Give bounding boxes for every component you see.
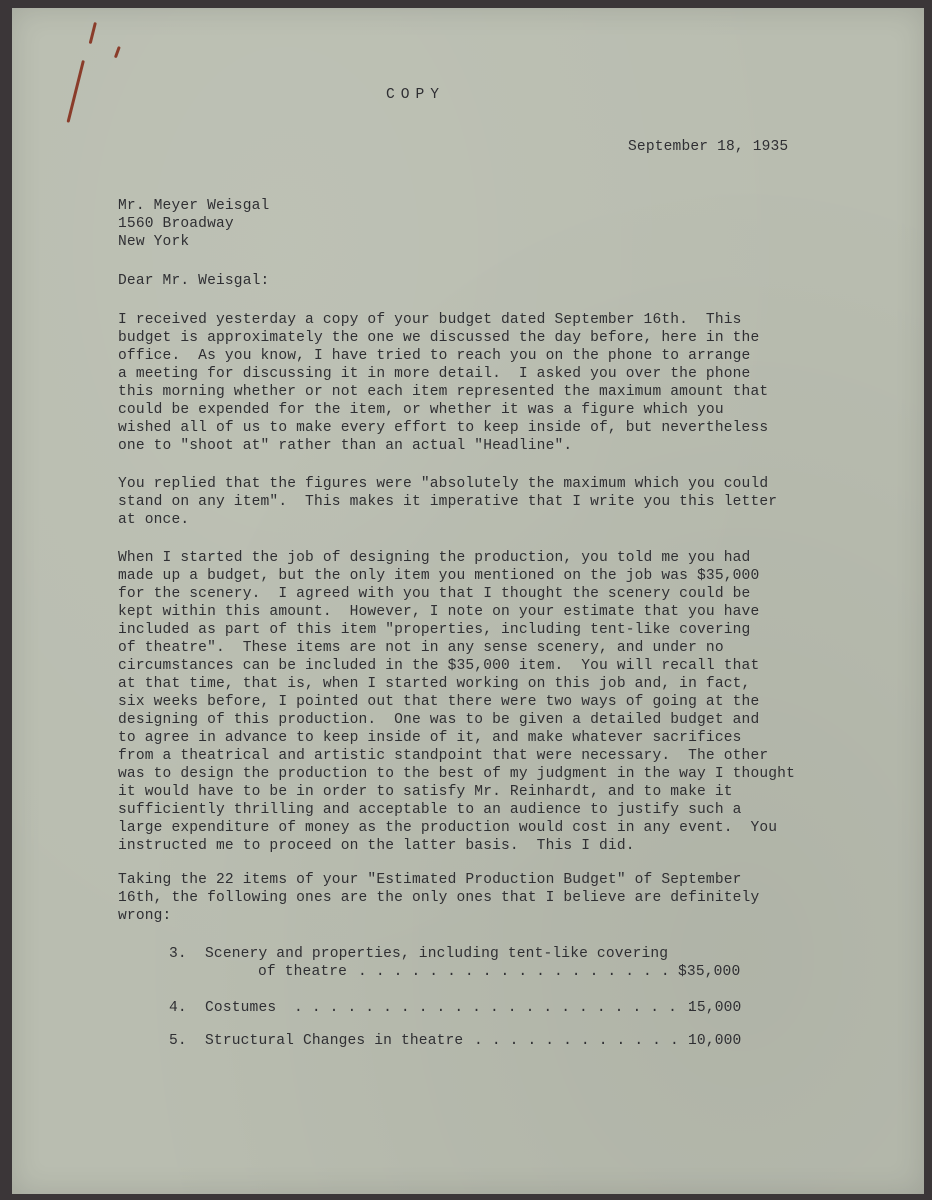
salutation: Dear Mr. Weisgal:: [118, 273, 270, 289]
budget-item-amount: 15,000: [688, 1000, 742, 1016]
recipient-name: Mr. Meyer Weisgal: [118, 198, 270, 214]
pencil-mark: [67, 60, 85, 123]
budget-item-amount: $35,000: [678, 964, 741, 980]
pencil-mark: [89, 22, 97, 44]
body-line: was to design the production to the best of my judgment in the way I thought: [118, 766, 795, 782]
body-line: 16th, the following ones are the only ones that I believe are definitely: [118, 890, 760, 906]
budget-item-label: Costumes: [205, 1000, 277, 1016]
body-line: included as part of this item "properties, including tent-like covering: [118, 622, 751, 638]
budget-item-label: Scenery and properties, including tent-like covering: [205, 946, 669, 962]
budget-item-number: 5.: [169, 1033, 187, 1049]
budget-item-number: 3.: [169, 946, 187, 962]
budget-item-amount: 10,000: [688, 1033, 742, 1049]
body-line: instructed me to proceed on the latter basis. This I did.: [118, 838, 635, 854]
body-line: budget is approximately the one we discussed the day before, here in the: [118, 330, 760, 346]
recipient-city: New York: [118, 234, 190, 250]
body-line: six weeks before, I pointed out that there were two ways of going at the: [118, 694, 760, 710]
letter-date: September 18, 1935: [628, 139, 789, 155]
body-line: wished all of us to make every effort to keep inside of, but nevertheless: [118, 420, 769, 436]
budget-item-dots: . . . . . . . . . . . . . . . . . .: [358, 964, 670, 980]
budget-item-label: of theatre: [258, 964, 348, 980]
body-line: sufficiently thrilling and acceptable to an audience to justify such a: [118, 802, 742, 818]
budget-item-label: Structural Changes in theatre: [205, 1033, 464, 1049]
body-line: it would have to be in order to satisfy Mr. Reinhardt, and to make it: [118, 784, 733, 800]
copy-heading: COPY: [386, 87, 446, 103]
body-line: to agree in advance to keep inside of it, and make whatever sacrifices: [118, 730, 742, 746]
body-line: office. As you know, I have tried to reach you on the phone to arrange: [118, 348, 751, 364]
letter-page: [12, 8, 924, 1194]
budget-item-dots: . . . . . . . . . . . . . . . . . . . . . . .: [294, 1000, 695, 1016]
body-line: at once.: [118, 512, 190, 528]
recipient-street: 1560 Broadway: [118, 216, 234, 232]
budget-item-dots: . . . . . . . . . . . .: [474, 1033, 679, 1049]
body-line: could be expended for the item, or whether it was a figure which you: [118, 402, 724, 418]
pencil-mark: [114, 46, 121, 58]
body-line: a meeting for discussing it in more detail. I asked you over the phone: [118, 366, 751, 382]
body-line: for the scenery. I agreed with you that I thought the scenery could be: [118, 586, 751, 602]
body-line: large expenditure of money as the production would cost in any event. You: [118, 820, 778, 836]
body-line: wrong:: [118, 908, 172, 924]
body-line: You replied that the figures were "absolutely the maximum which you could: [118, 476, 769, 492]
body-line: of theatre". These items are not in any sense scenery, and under no: [118, 640, 724, 656]
body-line: designing of this production. One was to be given a detailed budget and: [118, 712, 760, 728]
body-line: kept within this amount. However, I note on your estimate that you have: [118, 604, 760, 620]
body-line: circumstances can be included in the $35,000 item. You will recall that: [118, 658, 760, 674]
body-line: made up a budget, but the only item you mentioned on the job was $35,000: [118, 568, 760, 584]
body-line: one to "shoot at" rather than an actual "Headline".: [118, 438, 573, 454]
body-line: this morning whether or not each item represented the maximum amount that: [118, 384, 769, 400]
body-line: I received yesterday a copy of your budget dated September 16th. This: [118, 312, 742, 328]
budget-item-number: 4.: [169, 1000, 187, 1016]
body-line: from a theatrical and artistic standpoint that were necessary. The other: [118, 748, 769, 764]
body-line: When I started the job of designing the production, you told me you had: [118, 550, 751, 566]
body-line: at that time, that is, when I started working on this job and, in fact,: [118, 676, 751, 692]
body-line: stand on any item". This makes it imperative that I write you this letter: [118, 494, 778, 510]
body-line: Taking the 22 items of your "Estimated Production Budget" of September: [118, 872, 742, 888]
